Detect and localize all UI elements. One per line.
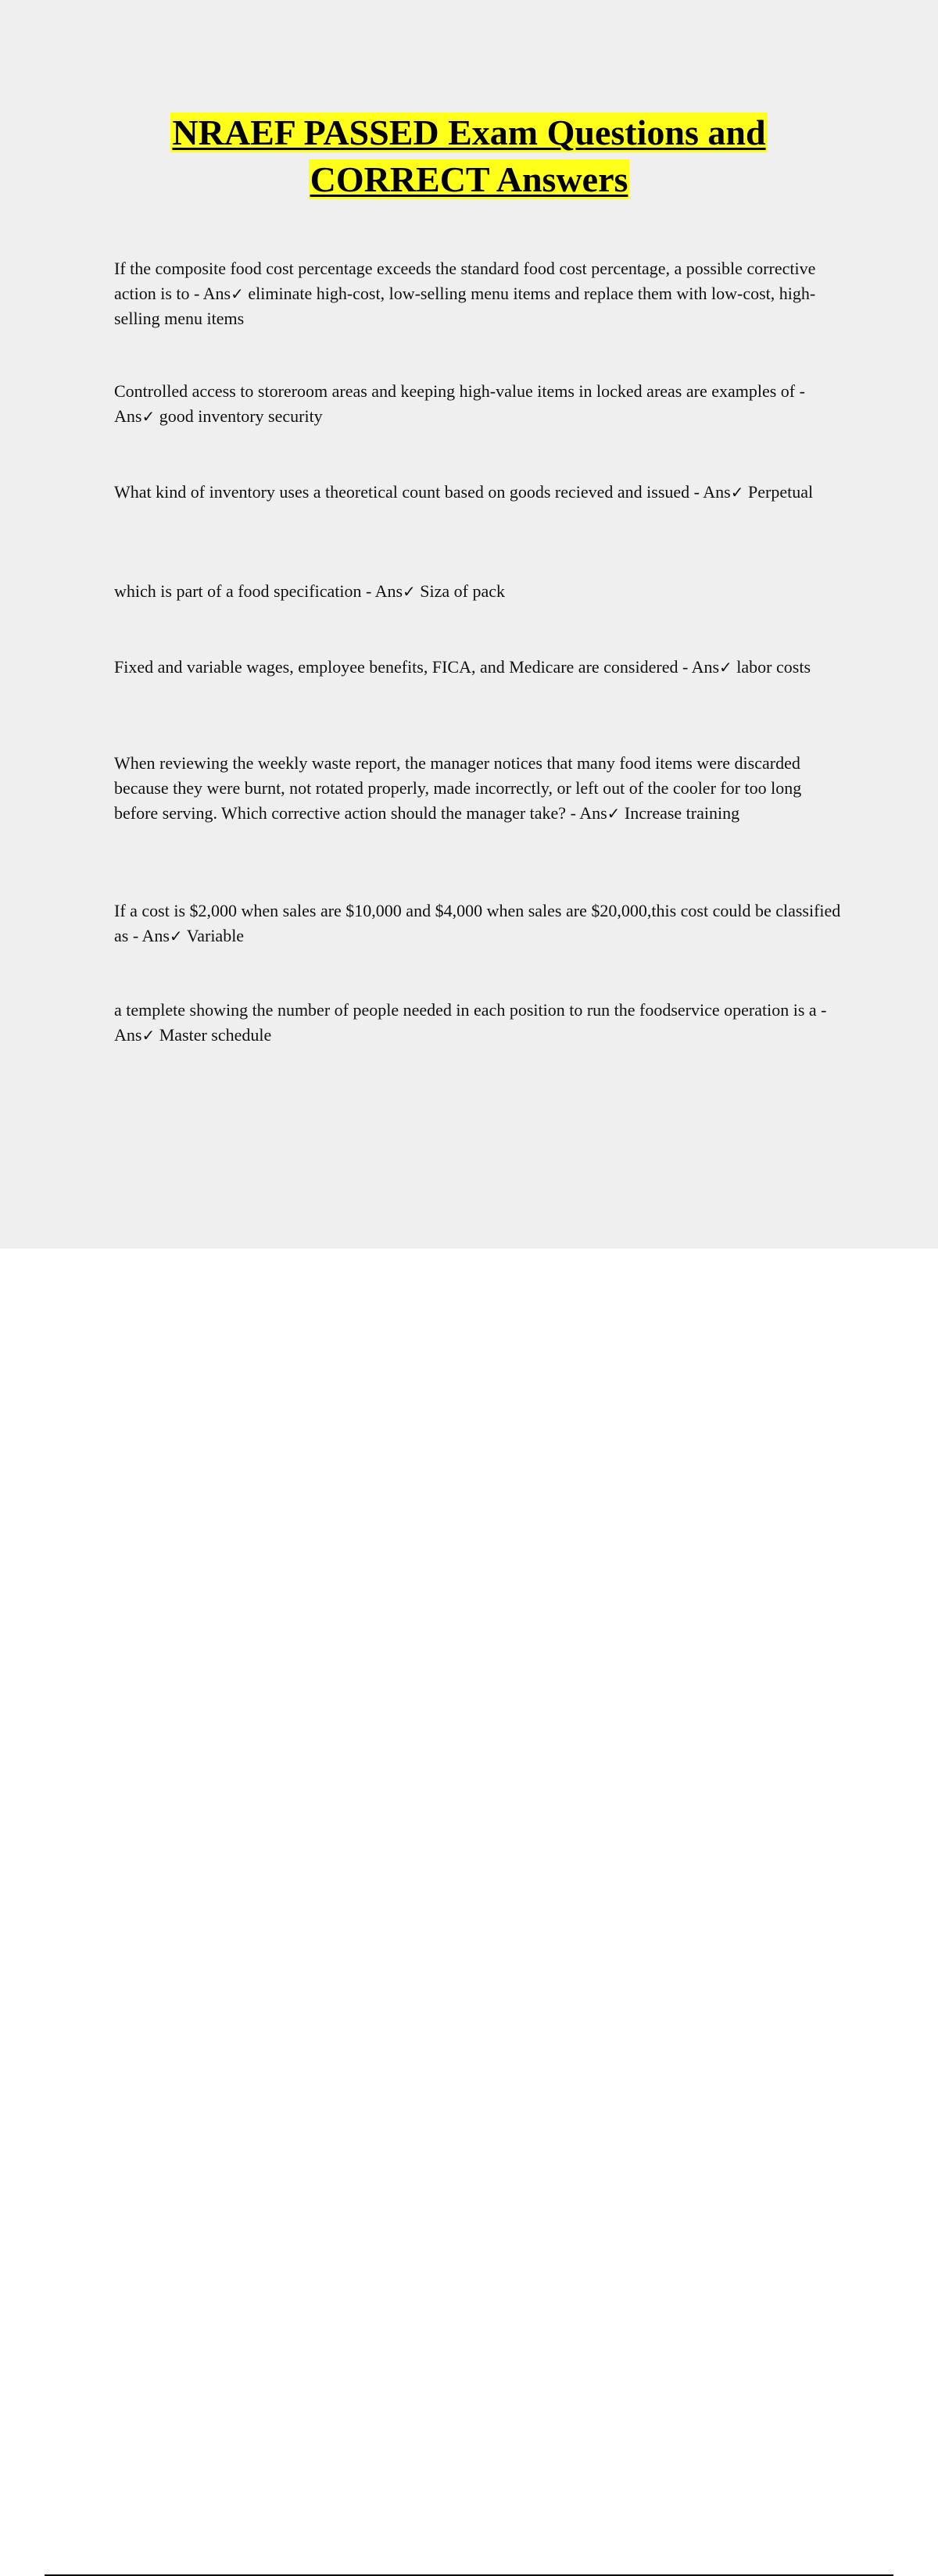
answer-prefix: Ans bbox=[703, 482, 731, 502]
title-line-1: NRAEF PASSED Exam Questions and bbox=[172, 113, 766, 152]
answer-prefix: Ans bbox=[114, 1025, 142, 1045]
answer-prefix: Ans bbox=[691, 657, 720, 677]
document-page bbox=[0, 0, 938, 1249]
title-line-2: CORRECT Answers bbox=[310, 159, 628, 199]
qa-item-5 bbox=[114, 655, 849, 680]
answer-text: Siza of pack bbox=[415, 581, 506, 601]
qa-item-6 bbox=[114, 751, 849, 826]
check-icon: ✓ bbox=[141, 1026, 156, 1045]
check-icon: ✓ bbox=[730, 483, 744, 502]
answer-text: eliminate high-cost, low-selling menu items and replace them with low-cost, high-selling menu items bbox=[114, 284, 816, 328]
answer-text: Perpetual bbox=[743, 482, 814, 502]
qa-item-1 bbox=[114, 256, 849, 331]
qa-item-3 bbox=[114, 480, 849, 505]
check-icon: ✓ bbox=[141, 407, 156, 426]
answer-text: Variable bbox=[182, 926, 245, 945]
check-icon: ✓ bbox=[719, 658, 732, 677]
answer-text: Increase training bbox=[620, 803, 740, 823]
qa-item-7 bbox=[114, 899, 849, 949]
answer-prefix: Ans bbox=[141, 926, 170, 945]
document-title bbox=[0, 109, 938, 203]
answer-text: Master schedule bbox=[155, 1025, 272, 1045]
qa-item-8 bbox=[114, 998, 849, 1048]
check-icon: ✓ bbox=[231, 284, 244, 303]
question-text: Fixed and variable wages, employee benefits, FICA, and Medicare are considered - bbox=[114, 657, 692, 677]
answer-prefix: Ans bbox=[202, 284, 231, 303]
page-footer bbox=[0, 1249, 938, 1328]
answer-text: labor costs bbox=[732, 657, 811, 677]
answer-prefix: Ans bbox=[374, 581, 403, 601]
question-text: When reviewing the weekly waste report, the manager notices that many food items were discarded because they were burnt, not rotated properly, made incorrectly, or left out of the cooler for too long before serving. Which corrective action should the manager take? - bbox=[114, 753, 802, 823]
question-text: If a cost is $2,000 when sales are $10,000 and $4,000 when sales are $20,000,this cost could be classified as - bbox=[114, 901, 841, 945]
answer-prefix: Ans bbox=[114, 406, 142, 426]
qa-item-2 bbox=[114, 379, 849, 429]
check-icon: ✓ bbox=[403, 582, 416, 601]
check-icon: ✓ bbox=[169, 927, 183, 945]
question-text: If the composite food cost percentage exceeds the standard food cost percentage, a possible corrective action is to - bbox=[114, 259, 816, 303]
question-text: Controlled access to storeroom areas and keeping high-value items in locked areas are examples of - bbox=[114, 381, 805, 401]
qa-item-4 bbox=[114, 579, 849, 604]
answer-prefix: Ans bbox=[579, 803, 607, 823]
check-icon: ✓ bbox=[607, 804, 621, 823]
question-text: a templete showing the number of people needed in each position to run the foodservice operation is a - bbox=[114, 1000, 827, 1020]
answer-text: good inventory security bbox=[155, 406, 323, 426]
question-text: which is part of a food specification - bbox=[114, 581, 375, 601]
question-text: What kind of inventory uses a theoretical count based on goods recieved and issued - bbox=[114, 482, 704, 502]
